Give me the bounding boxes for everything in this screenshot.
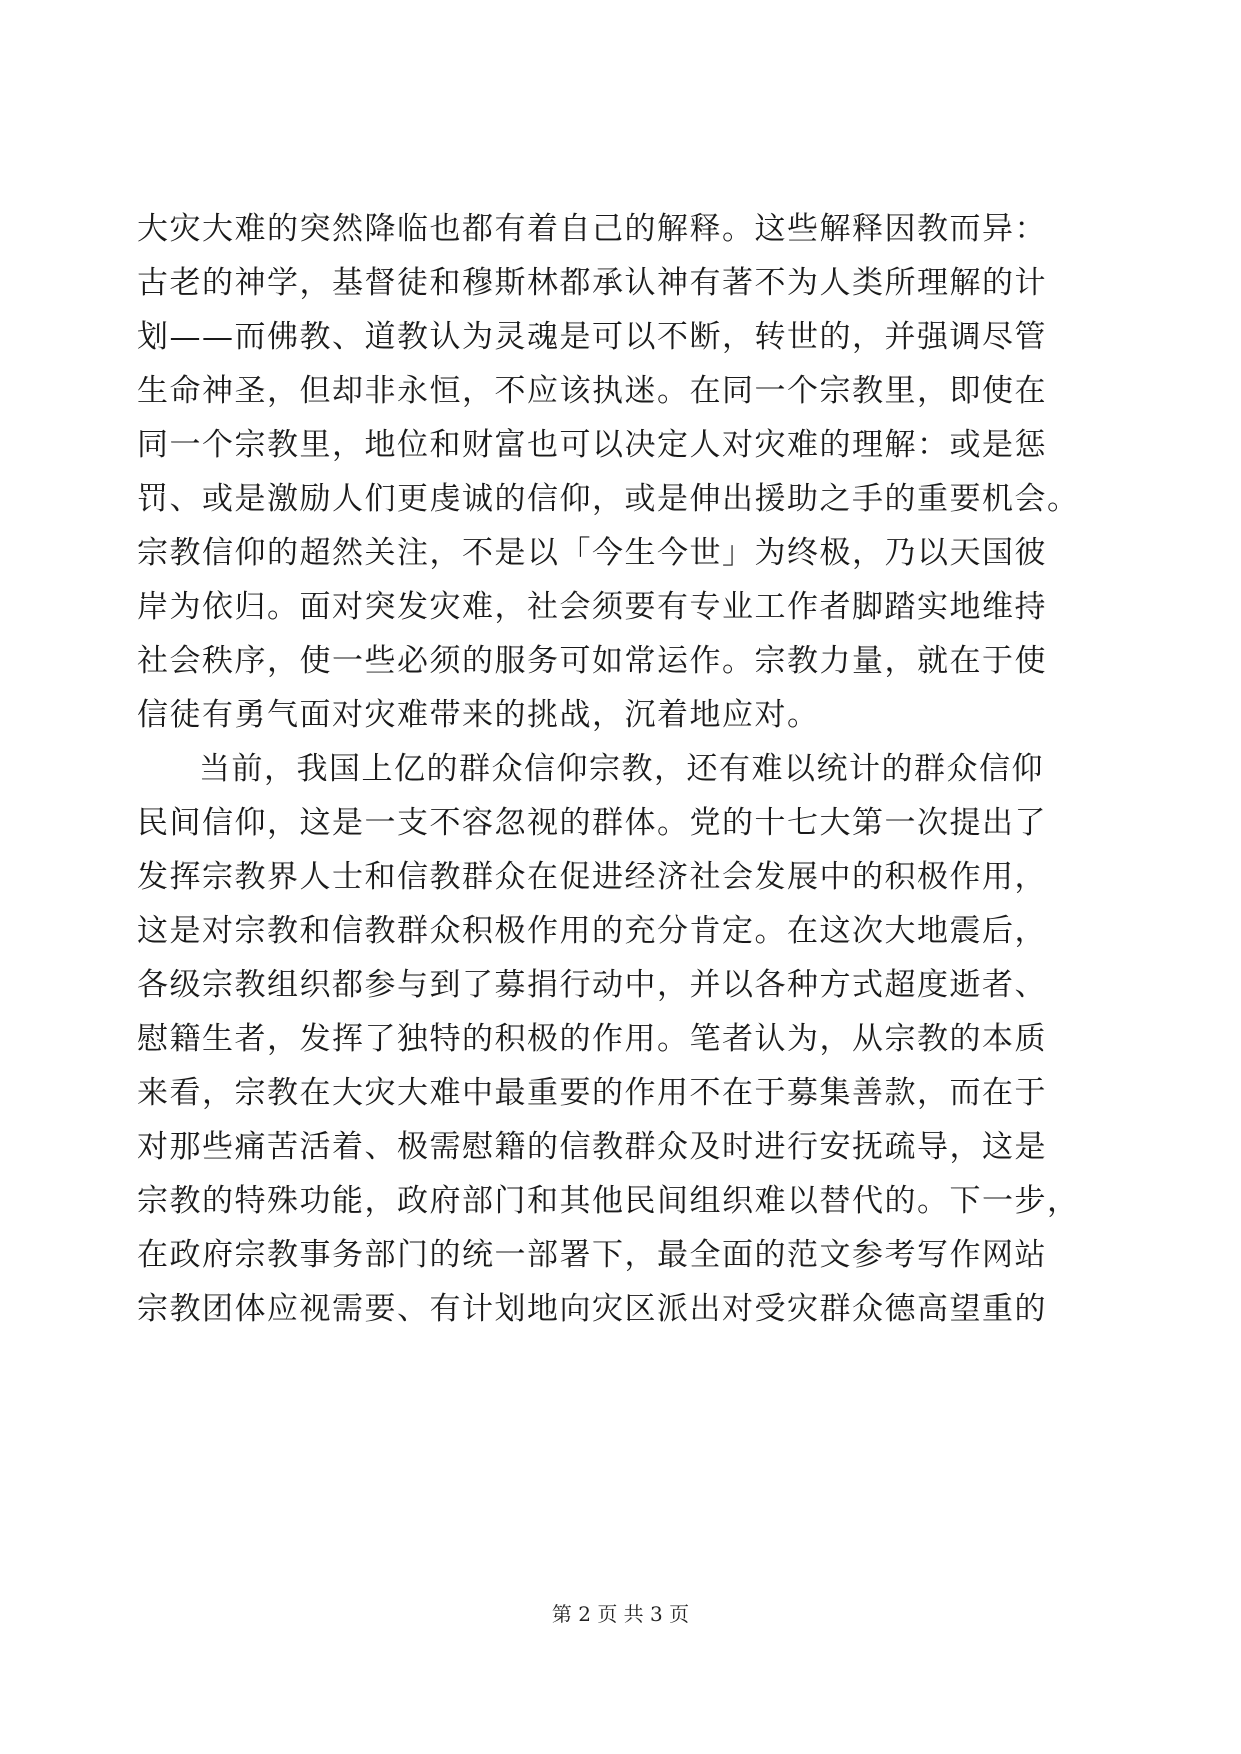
text-line: 同一个宗教里，地位和财富也可以决定人对灾难的理解：或是惩: [137, 427, 1047, 463]
text-line: 对那些痛苦活着、极需慰籍的信教群众及时进行安抚疏导，这是: [137, 1129, 1047, 1165]
text-line: 各级宗教组织都参与到了募捐行动中，并以各种方式超度逝者、: [137, 967, 1047, 1003]
text-line: 罚、或是激励人们更虔诚的信仰，或是伸出援助之手的重要机会。: [137, 481, 1080, 517]
text-line: 古老的神学，基督徒和穆斯林都承认神有著不为人类所理解的计: [137, 265, 1047, 301]
text-line: 来看，宗教在大灾大难中最重要的作用不在于募集善款，而在于: [137, 1075, 1047, 1111]
page-number-footer: 第 2 页 共 3 页: [551, 1602, 690, 1626]
text-line: 岸为依归。面对突发灾难，社会须要有专业工作者脚踏实地维持: [137, 589, 1047, 625]
text-line: 这是对宗教和信教群众积极作用的充分肯定。在这次大地震后，: [137, 913, 1047, 949]
text-line: 慰籍生者，发挥了独特的积极的作用。笔者认为，从宗教的本质: [137, 1021, 1047, 1057]
text-line: 宗教信仰的超然关注，不是以「今生今世」为终极，乃以天国彼: [137, 535, 1047, 571]
text-line: 宗教的特殊功能，政府部门和其他民间组织难以替代的。下一步，: [137, 1183, 1080, 1219]
text-line: 宗教团体应视需要、有计划地向灾区派出对受灾群众德高望重的: [137, 1291, 1047, 1327]
text-line: 大灾大难的突然降临也都有着自己的解释。这些解释因教而异：: [137, 211, 1047, 247]
text-line: 社会秩序，使一些必须的服务可如常运作。宗教力量，就在于使: [137, 643, 1047, 679]
text-line: 划——而佛教、道教认为灵魂是可以不断，转世的，并强调尽管: [137, 319, 1047, 355]
text-line: 在政府宗教事务部门的统一部署下，最全面的范文参考写作网站: [137, 1237, 1047, 1273]
text-line: 发挥宗教界人士和信教群众在促进经济社会发展中的积极作用，: [137, 859, 1047, 895]
text-line: 当前，我国上亿的群众信仰宗教，还有难以统计的群众信仰: [199, 751, 1044, 787]
text-line: 民间信仰，这是一支不容忽视的群体。党的十七大第一次提出了: [137, 805, 1047, 841]
text-line: 信徒有勇气面对灾难带来的挑战，沉着地应对。: [137, 697, 820, 733]
text-line: 生命神圣，但却非永恒，不应该执迷。在同一个宗教里，即使在: [137, 373, 1047, 409]
